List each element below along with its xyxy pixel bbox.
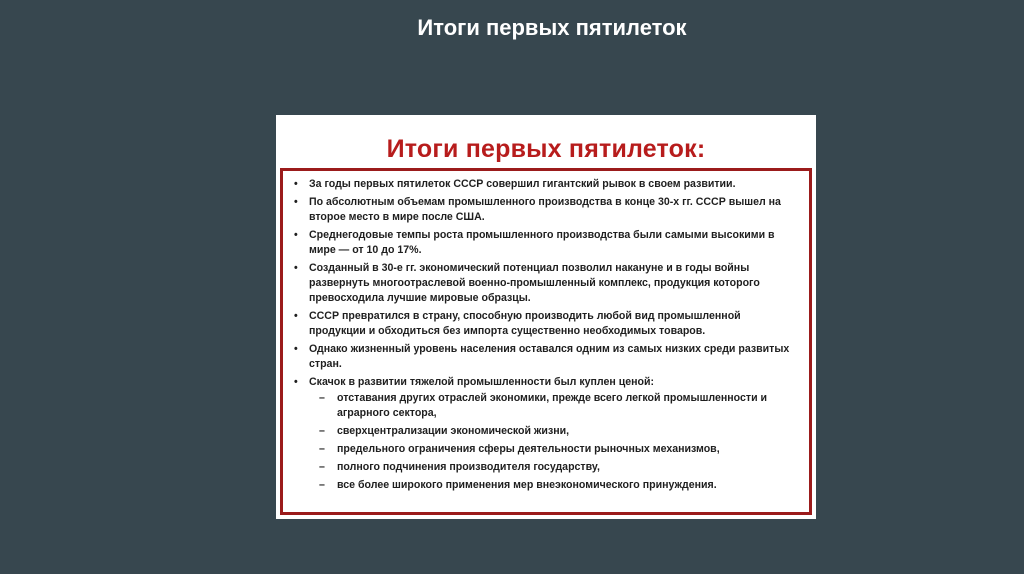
card-title: Итоги первых пятилеток:: [386, 135, 706, 163]
slide-title: Итоги первых пятилеток: [417, 15, 687, 40]
sublist-item: – предельного ограничения сферы деятельности рыночных механизмов,: [309, 442, 799, 457]
sublist-item: – отставания других отраслей экономики, прежде всего легкой промышленности и аграрного сектора,: [309, 391, 799, 421]
list-item: • Среднегодовые темпы роста промышленного производства были самыми высокими в мире — от 10 до 17%.: [291, 228, 799, 258]
list-item: • Однако жизненный уровень населения оставался одним из самых низких среди развитых стран.: [291, 342, 799, 372]
content-frame: [280, 168, 812, 515]
sublist-item: – сверхцентрализации экономической жизни,: [309, 424, 799, 439]
list-item-with-sublist: [291, 375, 799, 493]
results-list: [291, 177, 799, 493]
sublist-item: – все более широкого применения мер внеэкономического принуждения.: [309, 478, 799, 493]
list-item: • За годы первых пятилеток СССР совершил гигантский рывок в своем развитии.: [291, 177, 799, 192]
list-item: • По абсолютным объемам промышленного производства в конце 30-х гг. СССР вышел на второе место в мире после США.: [291, 195, 799, 225]
sublist-item: – полного подчинения производителя государству,: [309, 460, 799, 475]
list-item: • СССР превратился в страну, способную производить любой вид промышленной продукции и обходиться без импорта существенно необходимых товаров.: [291, 309, 799, 339]
slide-image-card: [276, 115, 816, 519]
list-item: • Созданный в 30-е гг. экономический потенциал позволил накануне и в годы войны развернуть многоотраслевой военно-промышленный комплекс, продукция которого превосходила лучшие мировые образцы.: [291, 261, 799, 306]
price-sublist: [309, 391, 799, 493]
list-item-text: Скачок в развитии тяжелой промышленности был куплен ценой:: [309, 376, 655, 388]
